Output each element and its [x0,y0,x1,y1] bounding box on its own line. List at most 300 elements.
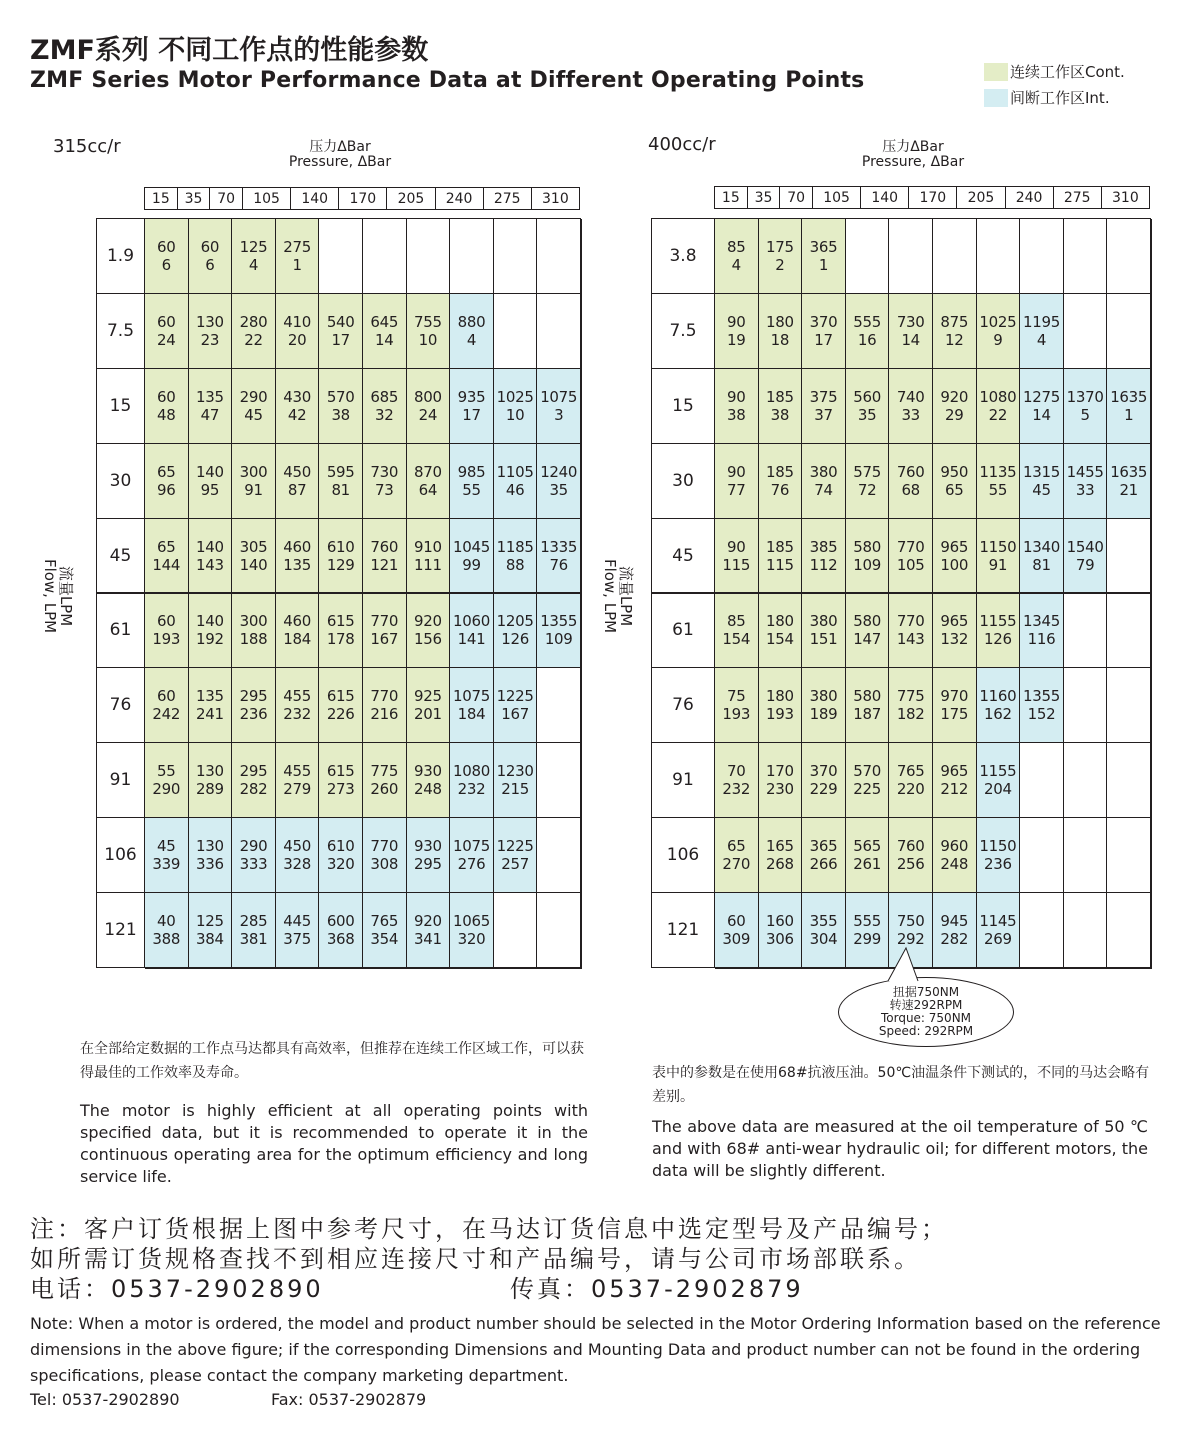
pressure-header-cell: 140 [291,188,339,210]
torque-value: 60 [157,312,176,331]
torque-value: 770 [896,537,925,556]
speed-value: 282 [940,930,969,949]
data-cell [715,818,760,894]
speed-value: 260 [370,780,399,799]
data-cell [319,294,364,370]
data-cell [145,594,190,670]
data-cell [232,444,277,520]
torque-value: 1225 [496,837,534,856]
data-cell [977,594,1022,670]
speed-value: 35 [857,405,877,424]
data-cell [189,444,234,520]
speed-value: 154 [766,630,794,649]
speed-value: 18 [770,330,790,349]
data-cell [759,594,804,670]
data-cell [537,219,582,295]
data-cell [977,369,1022,445]
speed-value: 141 [457,630,486,649]
data-cell [1107,893,1152,969]
speed-value: 24 [157,330,176,349]
data-cell [1107,594,1152,670]
torque-value: 1195 [1022,312,1060,331]
data-cell [363,668,408,744]
speed-value: 269 [984,930,1012,949]
speed-value: 143 [896,630,925,649]
torque-value: 300 [239,462,268,481]
torque-value: 1025 [979,312,1017,331]
data-cell [1107,818,1152,894]
speed-value: 135 [283,555,311,574]
legend-cont-label: 连续工作区Cont. [1010,63,1125,81]
data-cell [276,668,321,744]
speed-value: 14 [901,330,920,349]
data-cell [537,743,582,819]
speed-value: 95 [200,480,220,499]
data-cell [363,444,408,520]
data-cell [407,893,452,969]
data-cell [1020,519,1065,595]
speed-value: 279 [283,780,311,799]
torque-value: 60 [157,387,176,406]
data-cell [1107,743,1152,819]
torque-value: 1240 [540,462,578,481]
speed-value: 292 [896,930,925,949]
data-cell [889,219,934,295]
speed-value: 187 [853,705,881,724]
torque-value: 450 [283,462,311,481]
speed-value: 76 [549,555,568,574]
speed-value: 33 [1075,480,1095,499]
pressure-label-cn: 压力ΔBar [882,139,944,155]
speed-value: 308 [370,855,399,874]
torque-value: 875 [940,312,969,331]
torque-value: 1340 [1022,537,1060,556]
torque-value: 1160 [979,687,1017,706]
torque-value: 580 [853,612,881,631]
flow-axis-label-left [42,546,74,646]
speed-value: 29 [945,405,964,424]
flow-row-label: 3.8 [651,218,715,294]
data-cell [1020,818,1065,894]
speed-value: 38 [331,405,350,424]
flow-row-label: 106 [651,817,715,893]
data-cell [494,294,539,370]
torque-value: 290 [239,387,268,406]
data-cell [450,369,495,445]
torque-value: 180 [766,612,794,631]
torque-value: 90 [727,462,746,481]
data-cell [319,594,364,670]
data-cell [232,594,277,670]
data-cell [232,743,277,819]
data-cell [494,444,539,520]
speed-value: 354 [370,930,399,949]
torque-value: 275 [283,237,311,256]
data-cell [846,219,891,295]
speed-value: 109 [544,630,573,649]
data-cell [319,369,364,445]
data-cell [1107,444,1152,520]
torque-value: 60 [157,687,176,706]
data-cell [1107,519,1152,595]
data-cell [537,818,582,894]
flow-row-label: 61 [651,593,715,669]
speed-value: 35 [549,480,568,499]
data-cell [715,519,760,595]
speed-value: 220 [896,780,925,799]
torque-value: 610 [326,837,355,856]
data-cell [802,743,847,819]
torque-value: 370 [809,762,838,781]
data-cell [846,743,891,819]
data-cell [1107,219,1152,295]
torque-value: 410 [283,312,311,331]
speed-value: 341 [414,930,442,949]
data-cell [933,519,978,595]
pressure-header-row [714,186,1150,209]
torque-value: 1275 [1022,387,1060,406]
torque-value: 1145 [979,912,1017,931]
speed-value: 333 [239,855,268,874]
torque-value: 380 [809,462,838,481]
data-cell [1020,444,1065,520]
legend-int [984,87,1110,108]
data-cell [276,294,321,370]
speed-value: 215 [501,780,529,799]
torque-value: 175 [766,237,794,256]
torque-value: 1205 [496,612,534,631]
speed-value: 304 [809,930,838,949]
data-cell [450,893,495,969]
torque-value: 770 [370,837,399,856]
page-title-cn: ZMF系列 不同工作点的性能参数 [30,35,429,66]
torque-value: 880 [457,312,486,331]
torque-value: 185 [766,462,794,481]
pressure-header-cell: 15 [715,187,748,209]
speed-value: 143 [196,555,224,574]
speed-value: 178 [326,630,355,649]
data-cell [363,818,408,894]
data-cell [232,219,277,295]
speed-value: 384 [196,930,224,949]
torque-value: 565 [853,837,881,856]
torque-value: 75 [727,687,746,706]
torque-value: 90 [727,312,746,331]
legend-cont [984,61,1125,82]
speed-value: 306 [766,930,794,949]
torque-value: 295 [239,687,268,706]
speed-value: 154 [722,630,751,649]
torque-value: 615 [326,687,355,706]
data-cell [494,219,539,295]
footer-note-cn-line2: 如所需订货规格查找不到相应连接尺寸和产品编号，请与公司市场部联系。 [30,1245,921,1273]
data-cell [189,294,234,370]
speed-value: 55 [462,480,481,499]
data-cell [846,818,891,894]
speed-value: 204 [984,780,1012,799]
speed-value: 184 [457,705,486,724]
data-cell [189,668,234,744]
pressure-header-cell: 170 [339,188,387,210]
torque-value: 770 [370,687,399,706]
speed-value: 100 [940,555,969,574]
speed-value: 248 [414,780,442,799]
pressure-header-cell: 105 [243,188,291,210]
speed-value: 126 [501,630,529,649]
data-cell [363,294,408,370]
data-cell [319,893,364,969]
data-cell [933,668,978,744]
torque-value: 950 [940,462,969,481]
flow-row-label: 30 [96,443,145,519]
torque-value: 1230 [496,762,534,781]
torque-value: 45 [157,837,176,856]
speed-value: 273 [326,780,355,799]
speed-value: 282 [239,780,268,799]
torque-value: 125 [196,912,224,931]
speed-value: 65 [945,480,964,499]
flow-row-label: 76 [651,667,715,743]
torque-value: 305 [239,537,268,556]
torque-value: 610 [326,537,355,556]
data-cell [715,743,760,819]
data-cell [189,369,234,445]
data-cell [276,369,321,445]
torque-value: 920 [414,912,442,931]
flow-label-en: Flow, LPM [41,558,59,634]
speed-value: 295 [414,855,442,874]
flow-row-label: 91 [651,742,715,818]
torque-value: 970 [940,687,969,706]
data-cell [407,519,452,595]
data-cell [933,444,978,520]
speed-value: 368 [326,930,355,949]
speed-value: 248 [940,855,969,874]
pressure-header-cell: 35 [747,187,780,209]
speed-value: 192 [196,630,224,649]
torque-value: 760 [896,462,925,481]
data-cell [407,668,452,744]
speed-value: 229 [809,780,838,799]
data-cell [977,818,1022,894]
data-cell [450,818,495,894]
data-cell [145,743,190,819]
legend-int-label: 间断工作区Int. [1010,89,1110,107]
speed-value: 96 [157,480,176,499]
speed-value: 91 [988,555,1008,574]
pressure-axis-label-right [813,140,1013,170]
footer-note-en: Note: When a motor is ordered, the model and product number should be selected in the Motor Ordering Information based on the reference dimensions in the above figure; if the corresponding Dimensions and Mounting Data and product number can not be found in the ordering specifications, please contact the company marketing department. [30,1314,1161,1385]
speed-value: 116 [1027,630,1056,649]
data-cell [933,818,978,894]
speed-value: 126 [984,630,1012,649]
speed-value: 1 [1124,405,1134,424]
page-title-en: ZMF Series Motor Performance Data at Different Operating Points [30,68,865,93]
speed-value: 20 [287,330,307,349]
speed-value: 55 [988,480,1008,499]
data-cell [1064,594,1109,670]
torque-value: 770 [896,612,925,631]
performance-grid [144,218,581,968]
speed-value: 201 [414,705,442,724]
data-cell [933,219,978,295]
flow-row-label: 45 [651,518,715,594]
speed-value: 32 [375,405,394,424]
footer-fax-en: Fax: 0537-2902879 [271,1390,427,1409]
data-cell [1107,294,1152,370]
data-cell [407,294,452,370]
footer-note-cn-line1: 注：客户订货根据上图中参考尺寸，在马达订货信息中选定型号及产品编号； [30,1215,948,1243]
data-cell [802,519,847,595]
speed-value: 4 [248,255,259,274]
speed-value: 45 [244,405,263,424]
data-cell [450,519,495,595]
flow-row-label: 76 [96,667,145,743]
data-cell [450,294,495,370]
data-cell [1020,219,1065,295]
data-cell [407,369,452,445]
speed-value: 266 [809,855,838,874]
torque-value: 460 [283,612,311,631]
data-cell [715,594,760,670]
data-cell [276,818,321,894]
data-cell [145,893,190,969]
data-cell [889,668,934,744]
speed-value: 290 [152,780,181,799]
speed-value: 19 [727,330,746,349]
data-cell [232,369,277,445]
torque-value: 965 [940,537,969,556]
torque-value: 930 [414,837,442,856]
speed-value: 132 [940,630,969,649]
speed-value: 232 [283,705,311,724]
torque-value: 930 [414,762,442,781]
speed-value: 216 [370,705,399,724]
data-cell [319,219,364,295]
data-cell [363,519,408,595]
torque-value: 570 [326,387,355,406]
data-cell [715,294,760,370]
speed-value: 21 [1119,480,1138,499]
data-cell [494,519,539,595]
torque-value: 775 [896,687,925,706]
speed-value: 22 [988,405,1008,424]
data-cell [977,294,1022,370]
torque-value: 540 [326,312,355,331]
speed-value: 328 [283,855,311,874]
torque-value: 135 [196,387,224,406]
data-cell [450,219,495,295]
torque-value: 615 [326,612,355,631]
pressure-label-en: Pressure, ΔBar [288,154,392,170]
data-cell [189,219,234,295]
pressure-header-cell: 170 [909,187,957,209]
speed-value: 320 [326,855,355,874]
speed-value: 381 [239,930,268,949]
data-cell [1064,818,1109,894]
data-cell [276,594,321,670]
speed-value: 256 [896,855,925,874]
torque-value: 870 [414,462,442,481]
speed-value: 1 [818,255,829,274]
speed-value: 12 [945,330,964,349]
data-cell [407,594,452,670]
data-cell [363,893,408,969]
data-cell [846,444,891,520]
torque-value: 985 [457,462,486,481]
speed-value: 105 [896,555,925,574]
torque-value: 1345 [1022,612,1060,631]
torque-value: 570 [853,762,881,781]
data-cell [276,743,321,819]
torque-value: 185 [766,387,794,406]
data-cell [933,743,978,819]
data-cell [232,294,277,370]
speed-value: 47 [200,405,220,424]
torque-value: 1080 [452,762,490,781]
torque-value: 595 [326,462,355,481]
torque-value: 770 [370,612,399,631]
torque-value: 125 [239,237,268,256]
speed-value: 336 [196,855,224,874]
speed-value: 109 [853,555,881,574]
data-cell [450,594,495,670]
torque-value: 1455 [1066,462,1104,481]
data-cell [802,294,847,370]
data-cell [715,444,760,520]
data-cell [933,594,978,670]
speed-value: 182 [896,705,925,724]
speed-value: 72 [857,480,877,499]
speed-value: 115 [722,555,751,574]
torque-value: 1075 [452,687,490,706]
data-cell [802,219,847,295]
speed-value: 147 [853,630,881,649]
speed-value: 74 [814,480,833,499]
torque-value: 730 [896,312,925,331]
torque-value: 445 [283,912,311,931]
speed-value: 144 [152,555,181,574]
data-cell [1020,668,1065,744]
data-cell [1064,519,1109,595]
speed-value: 289 [196,780,224,799]
data-cell [276,519,321,595]
speed-value: 156 [414,630,442,649]
speed-value: 241 [196,705,224,724]
torque-value: 965 [940,612,969,631]
speed-value: 226 [326,705,355,724]
speed-value: 175 [940,705,969,724]
data-cell [846,294,891,370]
data-cell [450,444,495,520]
speed-value: 299 [853,930,881,949]
speed-value: 46 [505,480,525,499]
speed-value: 112 [809,555,838,574]
flow-row-label: 45 [96,518,145,594]
speed-value: 77 [727,480,746,499]
torque-value: 750 [896,912,925,931]
data-cell [1020,294,1065,370]
legend-int-swatch [984,89,1008,107]
pressure-header-cell: 15 [145,188,178,210]
torque-value: 765 [370,912,399,931]
speed-value: 115 [766,555,794,574]
torque-value: 1155 [979,762,1017,781]
torque-value: 1105 [496,462,534,481]
data-cell [889,444,934,520]
torque-value: 460 [283,537,311,556]
data-cell [537,444,582,520]
